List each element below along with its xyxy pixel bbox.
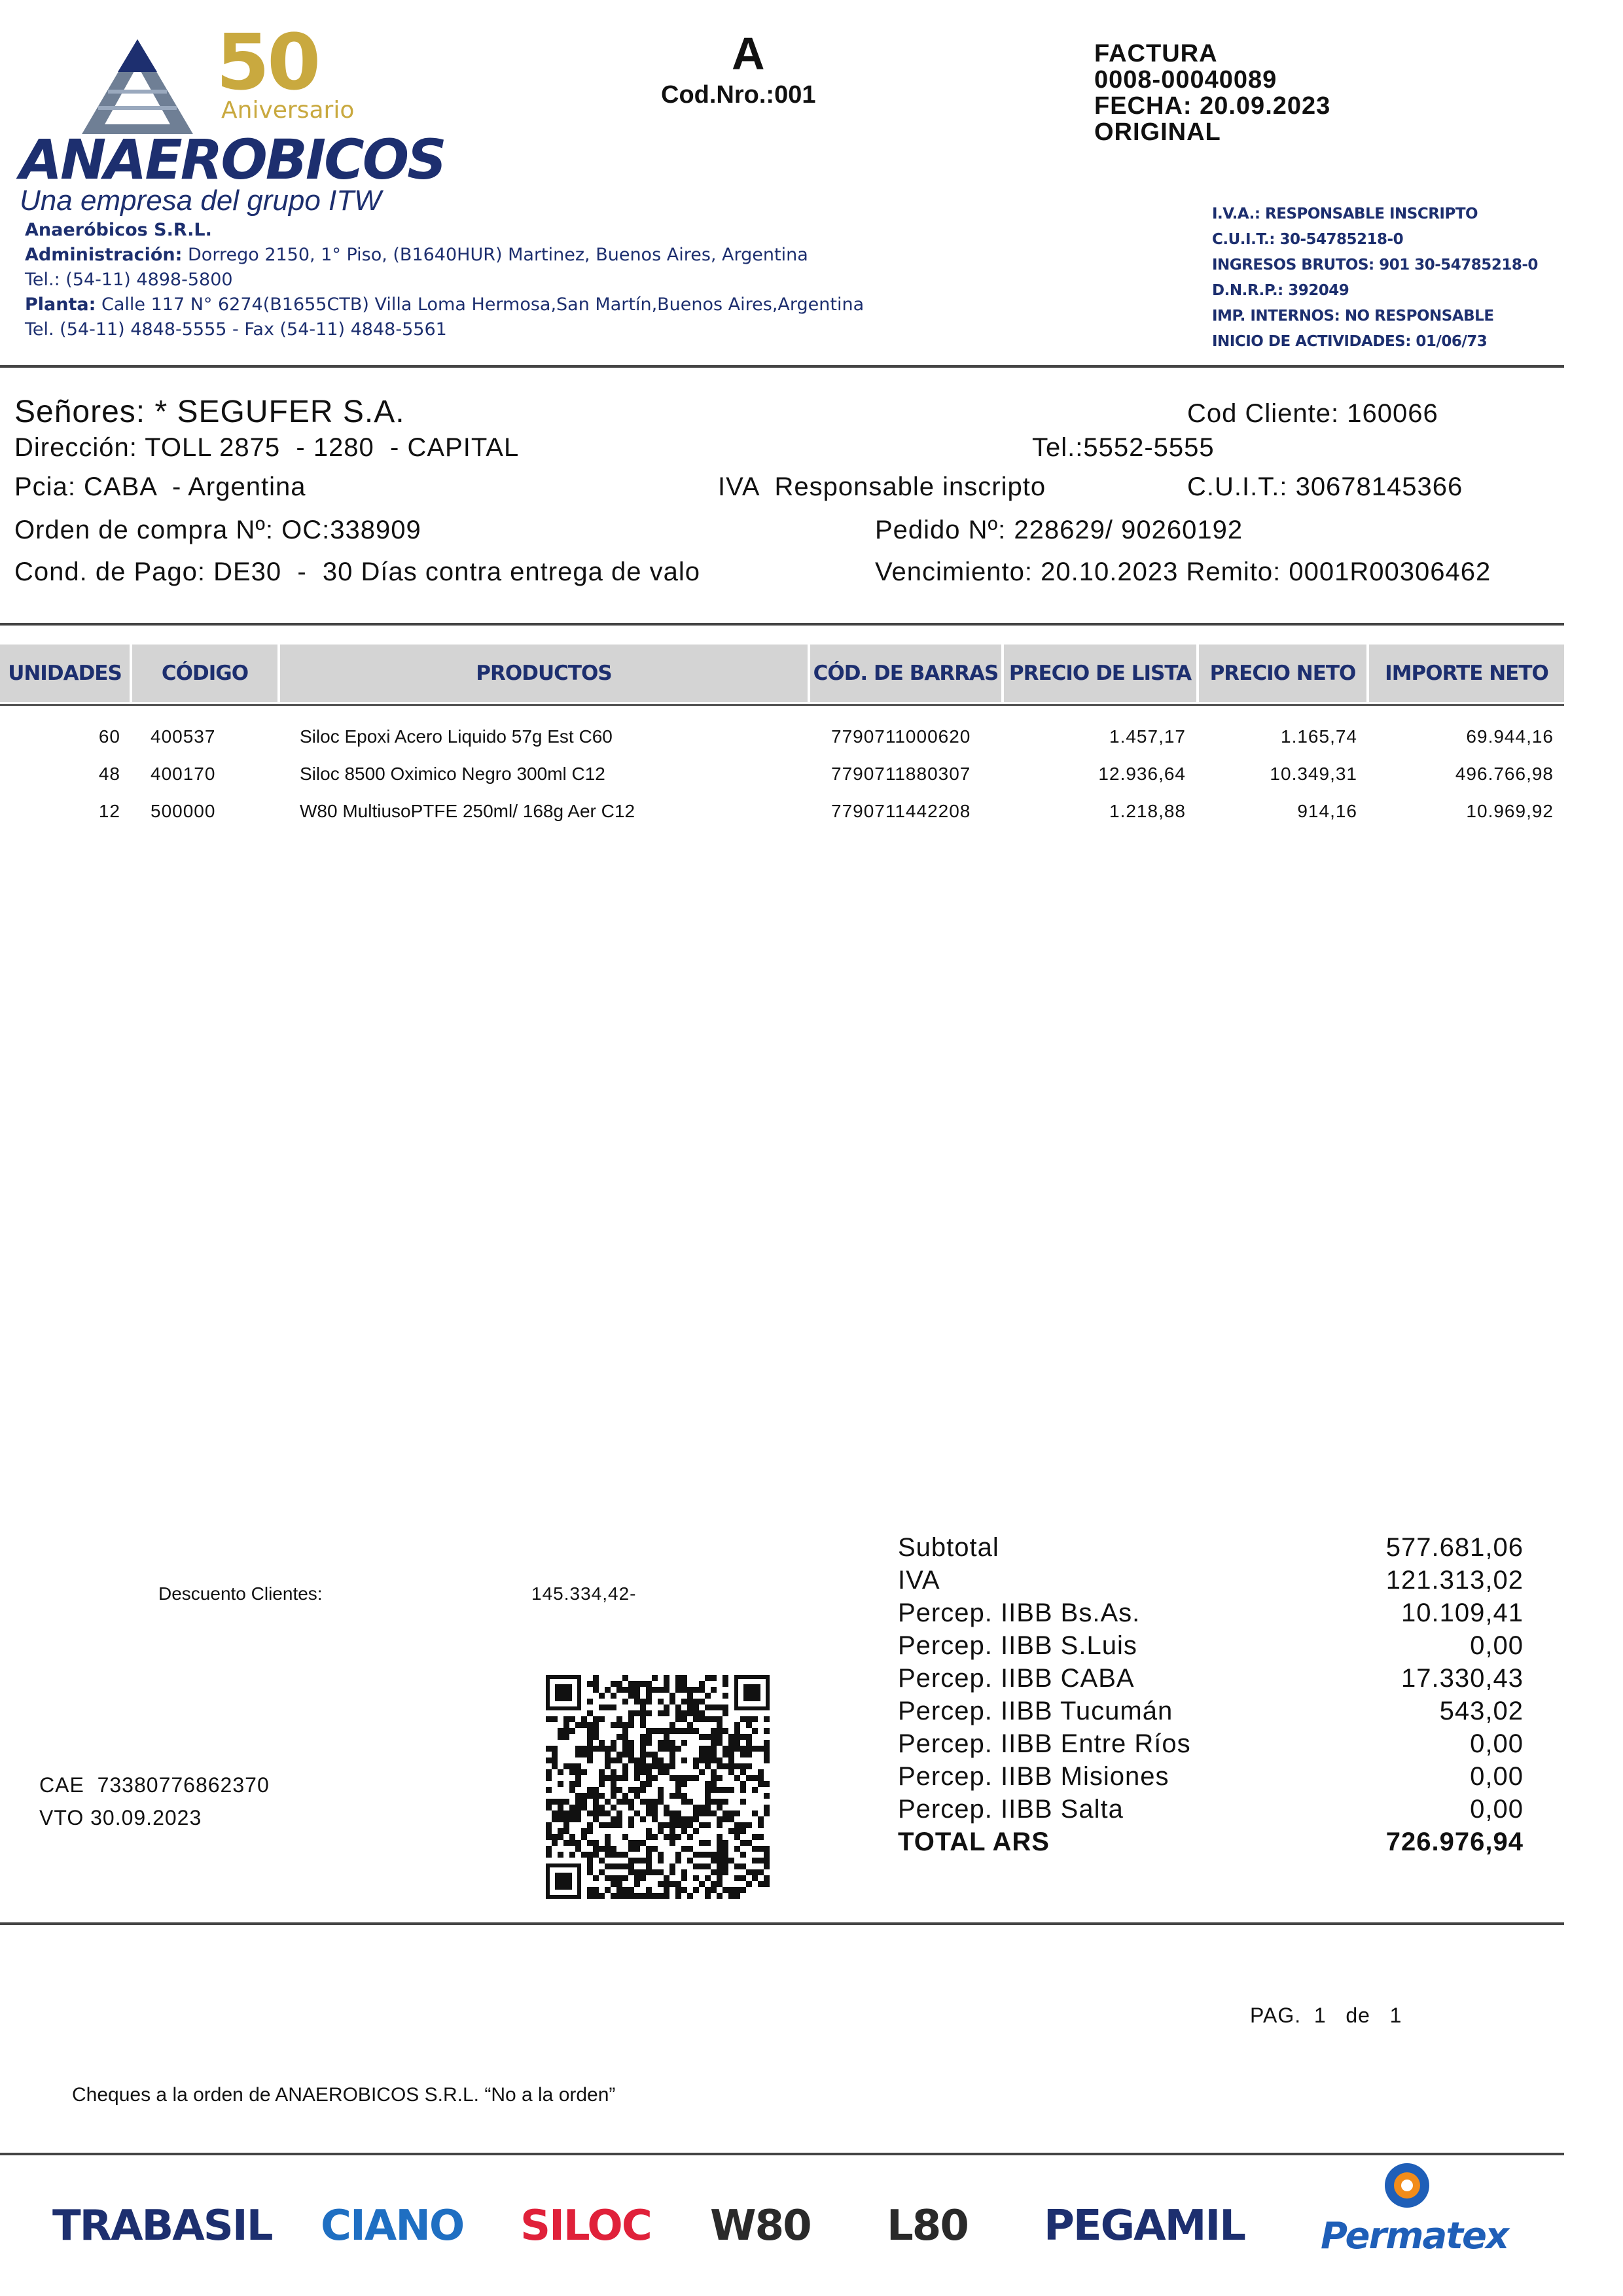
total-line: Percep. IIBB Misiones 0,00 — [898, 1762, 1524, 1791]
invoice-info — [1094, 41, 1330, 145]
cell-net-amount: 496.766,98 — [1455, 764, 1554, 784]
total-line: Percep. IIBB Bs.As. 10.109,41 — [898, 1598, 1524, 1627]
company-tagline: Una empresa del grupo ITW — [20, 185, 382, 217]
cell-net-price: 10.349,31 — [1270, 764, 1357, 784]
cell-units: 48 — [98, 764, 120, 784]
customer-iva: IVA Responsable inscripto — [718, 472, 1046, 501]
cell-code: 400170 — [151, 764, 216, 784]
payment-terms: Cond. de Pago: DE30 - 30 Días contra entrega de valo — [14, 557, 700, 586]
cell-list-price: 1.457,17 — [1109, 726, 1186, 747]
company-admin-tel: Tel.: (54-11) 4898-5800 — [25, 270, 233, 290]
cell-barcode: 7790711880307 — [831, 764, 971, 784]
doc-number: 0008-00040089 — [1094, 66, 1277, 94]
totals-block — [898, 1531, 1524, 1858]
cae-number: CAE 73380776862370 — [39, 1773, 270, 1797]
col-header-code: CÓDIGO — [161, 662, 249, 685]
company-logo-icon — [79, 36, 196, 141]
cell-net-amount: 69.944,16 — [1466, 726, 1554, 747]
permatex-gear-icon — [1381, 2159, 1433, 2212]
total-line: Percep. IIBB CABA 17.330,43 — [898, 1664, 1524, 1693]
col-header-units: UNIDADES — [8, 662, 122, 685]
customer-address: Dirección: TOLL 2875 - 1280 - CAPITAL — [14, 433, 520, 462]
company-legal-name: Anaeróbicos S.R.L. — [25, 220, 212, 240]
customer-phone: Tel.:5552-5555 — [1032, 433, 1215, 462]
customer-cuit: C.U.I.T.: 30678145366 — [1187, 472, 1463, 501]
total-line: IVA 121.313,02 — [898, 1566, 1524, 1595]
purchase-order: Orden de compra Nº: OC:338909 — [14, 516, 421, 544]
client-code: Cod Cliente: 160066 — [1187, 399, 1438, 428]
tax-line: C.U.I.T.: 30-54785218-0 — [1212, 231, 1404, 248]
tax-line: IMP. INTERNOS: NO RESPONSABLE — [1212, 308, 1494, 325]
cell-list-price: 1.218,88 — [1109, 801, 1186, 821]
divider — [0, 2153, 1564, 2155]
brand-logo-pegamil: PEGAMIL — [1044, 2202, 1245, 2250]
doc-date: FECHA: 20.09.2023 — [1094, 92, 1331, 120]
qr-code-icon — [546, 1675, 770, 1899]
total-line: Percep. IIBB Salta 0,00 — [898, 1795, 1524, 1824]
doc-type: FACTURA — [1094, 40, 1218, 67]
cae-due: VTO 30.09.2023 — [39, 1806, 202, 1829]
cell-units: 60 — [98, 726, 120, 747]
brand-logo-ciano: CIANO — [321, 2202, 464, 2250]
doc-copy: ORIGINAL — [1094, 118, 1221, 146]
col-header-products: PRODUCTOS — [476, 662, 612, 685]
discount-value: 145.334,42- — [531, 1583, 637, 1604]
brand-logo-l80: L80 — [887, 2202, 968, 2250]
total-line: Subtotal 577.681,06 — [898, 1533, 1524, 1562]
cell-net-price: 914,16 — [1297, 801, 1357, 821]
cae-block — [39, 1769, 270, 1834]
col-header-net-amount: IMPORTE NETO — [1385, 662, 1548, 685]
col-header-net-price: PRECIO NETO — [1209, 662, 1356, 685]
tax-line: INICIO DE ACTIVIDADES: 01/06/73 — [1212, 333, 1488, 350]
order-number: Pedido Nº: 228629/ 90260192 — [875, 516, 1243, 544]
company-plant-line: Planta: Calle 117 N° 6274(B1655CTB) Villa Loma Hermosa,San Martín,Buenos Aires,Argentina — [25, 294, 865, 315]
due-date-remito: Vencimiento: 20.10.2023 Remito: 0001R00306462 — [875, 557, 1491, 586]
customer-province: Pcia: CABA - Argentina — [14, 472, 306, 501]
cell-code: 400537 — [151, 726, 216, 747]
company-plant-tel: Tel. (54-11) 4848-5555 - Fax (54-11) 4848-5561 — [25, 319, 447, 340]
table-header-bottom-line — [0, 704, 1564, 706]
cell-product: W80 MultiusoPTFE 250ml/ 168g Aer C12 — [300, 801, 635, 821]
company-logo-name: ANAEROBICOS — [20, 128, 445, 192]
tax-line: D.N.R.P.: 392049 — [1212, 282, 1349, 299]
col-header-list-price: PRECIO DE LISTA — [1008, 662, 1192, 685]
customer-name: Señores: * SEGUFER S.A. — [14, 395, 405, 429]
page-indicator: PAG. 1 de 1 — [1250, 2004, 1402, 2027]
cell-code: 500000 — [151, 801, 216, 821]
brand-logo-permatex: Permatex — [1321, 2215, 1508, 2257]
divider — [0, 365, 1564, 368]
cell-barcode: 7790711442208 — [831, 801, 971, 821]
cell-barcode: 7790711000620 — [831, 726, 971, 747]
divider — [0, 623, 1564, 626]
cell-product: Siloc 8500 Oximico Negro 300ml C12 — [300, 764, 605, 784]
total-line: Percep. IIBB S.Luis 0,00 — [898, 1631, 1524, 1660]
tax-line: INGRESOS BRUTOS: 901 30-54785218-0 — [1212, 256, 1538, 274]
company-admin-line: Administración: Dorrego 2150, 1° Piso, (B1640HUR) Martinez, Buenos Aires, Argentina — [25, 245, 808, 265]
cheques-note: Cheques a la orden de ANAEROBICOS S.R.L. “No a la orden” — [72, 2084, 616, 2106]
cell-net-price: 1.165,74 — [1281, 726, 1357, 747]
company-address-block — [25, 218, 876, 342]
brand-logo-siloc: SILOC — [520, 2202, 651, 2250]
brand-logo-trabasil: TRABASIL — [52, 2202, 272, 2250]
cell-product: Siloc Epoxi Acero Liquido 57g Est C60 — [300, 726, 613, 747]
cell-list-price: 12.936,64 — [1098, 764, 1186, 784]
cell-units: 12 — [98, 801, 120, 821]
col-header-barcode: CÓD. DE BARRAS — [813, 662, 999, 685]
total-line: Percep. IIBB Tucumán 543,02 — [898, 1697, 1524, 1725]
anniversary-number: 50 — [216, 17, 319, 107]
cod-nro: Cod.Nro.:001 — [661, 81, 816, 109]
discount-label: Descuento Clientes: — [158, 1583, 323, 1604]
total-line: Percep. IIBB Entre Ríos 0,00 — [898, 1729, 1524, 1758]
cell-net-amount: 10.969,92 — [1466, 801, 1554, 821]
invoice-letter: A — [732, 28, 765, 79]
divider — [0, 1922, 1564, 1925]
grand-total: TOTAL ARS 726.976,94 — [898, 1828, 1524, 1856]
tax-line: I.V.A.: RESPONSABLE INSCRIPTO — [1212, 205, 1478, 222]
brand-logo-w80: W80 — [710, 2202, 811, 2250]
anniversary-text: Aniversario — [221, 97, 355, 124]
tax-info — [1212, 202, 1538, 355]
